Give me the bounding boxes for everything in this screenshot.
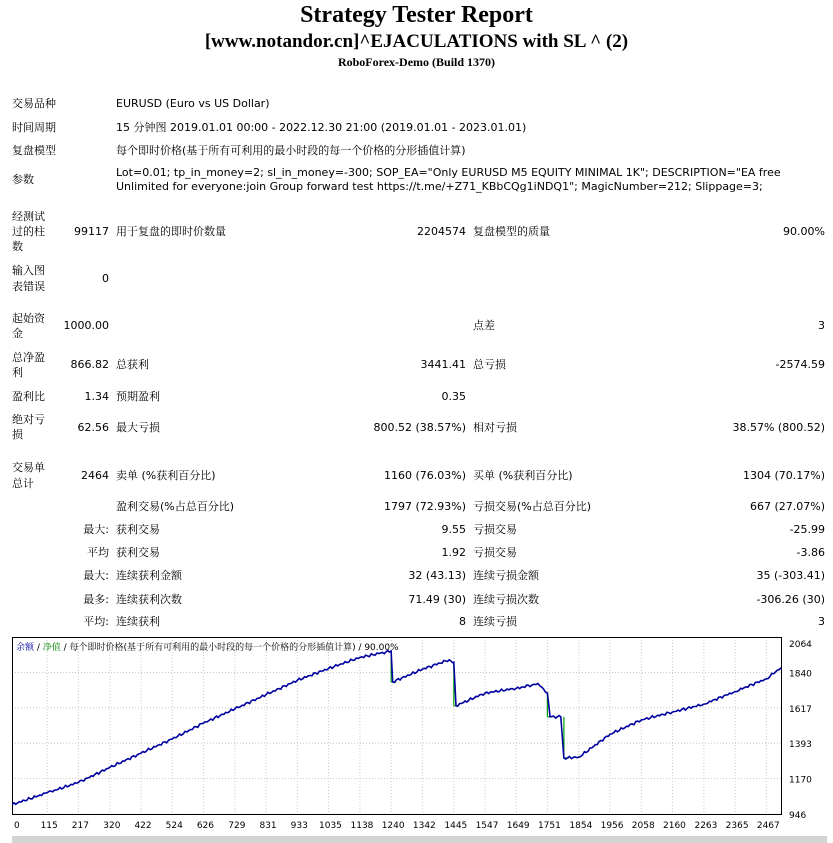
symbol-label: 交易品种 bbox=[12, 97, 56, 110]
average-loss-label: 亏损交易 bbox=[473, 546, 517, 559]
largest-loss-label: 亏损交易 bbox=[473, 523, 517, 536]
x-tick-label: 217 bbox=[71, 821, 89, 831]
quality-label: 复盘模型的质量 bbox=[473, 225, 550, 238]
short-value: 1160 (76.03%) bbox=[383, 469, 466, 482]
ticks-label: 用于复盘的即时价数量 bbox=[116, 225, 226, 238]
average-loss-value: -3.86 bbox=[796, 546, 825, 559]
long-value: 1304 (70.17%) bbox=[742, 469, 825, 482]
maxcons-wins-value: 32 (43.13) bbox=[408, 569, 466, 582]
y-tick-label: 2064 bbox=[789, 640, 812, 650]
model-label: 复盘模型 bbox=[12, 144, 56, 157]
deposit-value: 1000.00 bbox=[63, 319, 109, 332]
bars-label-2: 过的柱 bbox=[12, 225, 45, 238]
maxdd-label: 最大亏损 bbox=[116, 421, 160, 434]
reldd-label: 相对亏损 bbox=[473, 421, 517, 434]
maxamt-losses-value: -306.26 (30) bbox=[756, 593, 825, 606]
gross-loss-label: 总亏损 bbox=[473, 358, 506, 371]
maxcons-wins-label: 连续获利金额 bbox=[116, 569, 182, 582]
x-tick-label: 2365 bbox=[725, 821, 749, 831]
absdd-value: 62.56 bbox=[77, 421, 109, 434]
spread-label: 点差 bbox=[473, 319, 495, 332]
quality-value: 90.00% bbox=[783, 225, 825, 238]
report-subtitle: [www.notandor.cn]^EJACULATIONS with SL ^ (2) bbox=[204, 31, 629, 52]
trades-value: 2464 bbox=[81, 469, 109, 482]
maxcons-losses-value: 35 (-303.41) bbox=[756, 569, 825, 582]
chart-legend bbox=[16, 640, 399, 653]
avgcons-prefix: 平均: bbox=[83, 615, 109, 628]
avgcons-losses-value: 3 bbox=[818, 615, 825, 628]
legend-equity: 净值 bbox=[42, 643, 61, 653]
model-value: 每个即时价格(基于所有可利用的最小时段的每一个价格的分形插值计算) bbox=[116, 144, 466, 157]
trades-label-1: 交易单 bbox=[12, 461, 45, 474]
maxdd-value: 800.52 (38.57%) bbox=[373, 421, 466, 434]
avgcons-losses-label: 连续亏损 bbox=[473, 615, 517, 628]
x-tick-label: 2058 bbox=[631, 821, 655, 831]
bars-value: 99117 bbox=[74, 225, 109, 238]
pf-label: 盈利比 bbox=[12, 390, 45, 403]
pf-value: 1.34 bbox=[84, 390, 109, 403]
average-profit-label: 获利交易 bbox=[116, 546, 160, 559]
params-label: 参数 bbox=[12, 173, 34, 186]
largest-profit-label: 获利交易 bbox=[116, 523, 160, 536]
x-tick-label: 626 bbox=[196, 821, 215, 831]
long-label: 买单 (%获利百分比) bbox=[473, 469, 573, 482]
gross-profit-label: 总获利 bbox=[116, 358, 149, 371]
profit-trades-value: 1797 (72.93%) bbox=[383, 500, 466, 513]
x-tick-label: 1649 bbox=[506, 821, 530, 831]
x-tick-label: 2467 bbox=[756, 821, 780, 831]
deposit-label-2: 金 bbox=[12, 327, 23, 340]
x-tick-label: 1342 bbox=[412, 821, 436, 831]
params-line-2: Unlimited for everyone:join Group forward test https://t.me/+Z71_KBbCQg1iNDQ1"; MagicNumber=212; Slippage=3; bbox=[116, 180, 763, 193]
avgcons-wins-value: 8 bbox=[459, 615, 466, 628]
maxamt-prefix: 最多: bbox=[83, 593, 109, 606]
net-label-1: 总净盈 bbox=[12, 351, 45, 364]
spread-value: 3 bbox=[818, 319, 825, 332]
net-value: 866.82 bbox=[70, 358, 109, 371]
report-title: Strategy Tester Report bbox=[300, 2, 533, 28]
absdd-label-2: 损 bbox=[12, 428, 23, 441]
loss-trades-value: 667 (27.07%) bbox=[749, 500, 825, 513]
x-tick-label: 933 bbox=[290, 821, 308, 831]
x-tick-label: 1956 bbox=[600, 821, 624, 831]
x-tick-label: 524 bbox=[165, 821, 183, 831]
errors-label-1: 输入图 bbox=[12, 264, 45, 277]
largest-profit-value: 9.55 bbox=[441, 523, 466, 536]
absdd-label-1: 绝对亏 bbox=[12, 413, 45, 426]
ticks-value: 2204574 bbox=[417, 225, 466, 238]
y-tick-label: 1617 bbox=[789, 704, 812, 715]
bars-label-1: 经测试 bbox=[12, 210, 45, 223]
y-tick-label: 946 bbox=[789, 811, 807, 821]
net-label-2: 利 bbox=[12, 366, 23, 379]
deposit-label-1: 起始资 bbox=[12, 312, 45, 325]
x-tick-label: 2160 bbox=[663, 821, 686, 831]
x-tick-label: 320 bbox=[103, 821, 121, 831]
x-tick-label: 422 bbox=[134, 821, 152, 831]
legend-balance: 余额 bbox=[16, 643, 35, 653]
gross-profit-value: 3441.41 bbox=[420, 358, 466, 371]
x-tick-label: 1445 bbox=[444, 821, 468, 831]
profit-trades-label: 盈利交易(%占总百分比) bbox=[116, 500, 235, 513]
y-tick-label: 1840 bbox=[789, 669, 812, 680]
y-tick-label: 1170 bbox=[789, 775, 812, 786]
server-build: RoboForex-Demo (Build 1370) bbox=[337, 55, 496, 69]
x-tick-label: 831 bbox=[259, 821, 277, 831]
bars-label-3: 数 bbox=[12, 240, 23, 253]
average-profit-value: 1.92 bbox=[441, 546, 466, 559]
x-tick-label: 1035 bbox=[319, 821, 342, 831]
x-tick-label: 1138 bbox=[350, 821, 374, 831]
short-label: 卖单 (%获利百分比) bbox=[116, 469, 216, 482]
avgcons-wins-label: 连续获利 bbox=[116, 615, 160, 628]
maxcons-losses-label: 连续亏损金额 bbox=[473, 569, 539, 582]
balance-chart bbox=[12, 637, 832, 843]
x-tick-label: 0 bbox=[14, 821, 20, 831]
errors-label-2: 表错误 bbox=[12, 280, 45, 293]
average-prefix: 平均 bbox=[87, 546, 109, 559]
trades-label-2: 总计 bbox=[12, 477, 34, 490]
loss-trades-label: 亏损交易(%占总百分比) bbox=[473, 500, 592, 513]
maxamt-wins-label: 连续获利次数 bbox=[116, 593, 182, 606]
legend-sep: / bbox=[34, 643, 43, 653]
period-value: 15 分钟图 2019.01.01 00:00 - 2022.12.30 21:00 (2019.01.01 - 2023.01.01) bbox=[116, 121, 527, 134]
largest-loss-value: -25.99 bbox=[789, 523, 825, 536]
symbol-value: EURUSD (Euro vs US Dollar) bbox=[116, 97, 270, 110]
params-line-1: Lot=0.01; tp_in_money=2; sl_in_money=-300; SOP_EA="Only EURUSD M5 EQUITY MINIMAL 1K"; DESCRIPTION="EA free bbox=[116, 166, 781, 179]
maxamt-losses-label: 连续亏损次数 bbox=[473, 593, 539, 606]
period-label: 时间周期 bbox=[12, 121, 56, 134]
legend-rest: / 每个即时价格(基于所有可利用的最小时段的每一个价格的分形插值计算) / 90.00% bbox=[60, 643, 399, 653]
errors-value: 0 bbox=[102, 272, 109, 285]
gross-loss-value: -2574.59 bbox=[775, 358, 825, 371]
x-tick-label: 2263 bbox=[694, 821, 718, 831]
expected-label: 预期盈利 bbox=[116, 390, 160, 403]
reldd-value: 38.57% (800.52) bbox=[732, 421, 825, 434]
y-tick-label: 1393 bbox=[789, 740, 812, 751]
largest-prefix: 最大: bbox=[83, 523, 109, 536]
x-tick-label: 1547 bbox=[475, 821, 499, 831]
x-tick-label: 1240 bbox=[381, 821, 405, 831]
bottom-scrollbar bbox=[12, 836, 827, 843]
x-tick-label: 1854 bbox=[569, 821, 593, 831]
x-tick-label: 115 bbox=[40, 821, 58, 831]
x-tick-label: 729 bbox=[228, 821, 246, 831]
expected-value: 0.35 bbox=[441, 390, 466, 403]
maxcons-prefix: 最大: bbox=[83, 569, 109, 582]
x-tick-label: 1751 bbox=[537, 821, 561, 831]
maxamt-wins-value: 71.49 (30) bbox=[408, 593, 466, 606]
